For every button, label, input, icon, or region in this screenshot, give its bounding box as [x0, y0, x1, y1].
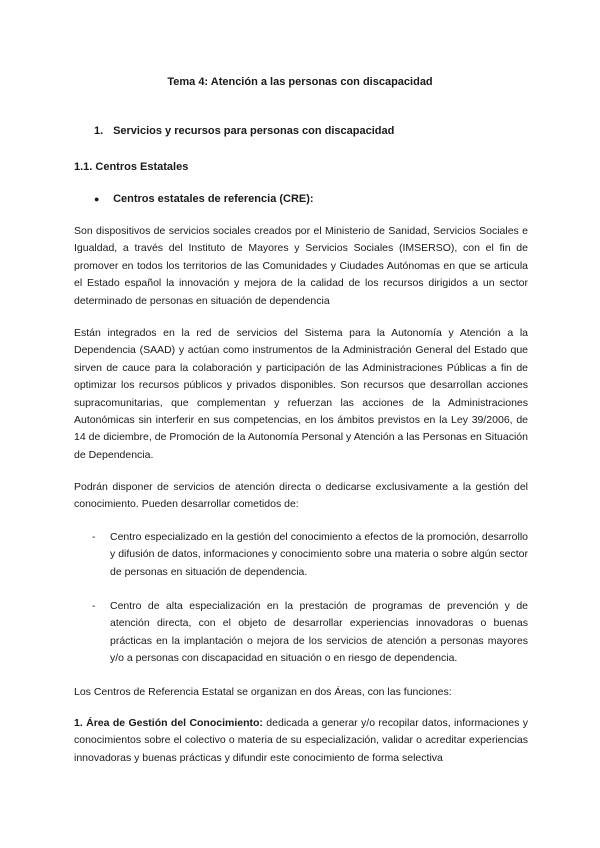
- section-label: Servicios y recursos para personas con discapacidad: [113, 125, 395, 137]
- paragraph-1: Son dispositivos de servicios sociales creados por el Ministerio de Sanidad, Servicios Sociales e Igualdad, a través del Instituto de Mayores y Servicios Sociales (IMSERSO), con el fin de promover en todos los territorios de las Comunidades y Ciudades Autónomas en que se articula el Estado español la innovación y mejora de la calidad de los recursos dirigidos a un sector determinado de personas en situación de dependencia: [74, 225, 528, 307]
- dash-list-item: [92, 598, 528, 668]
- section-heading: [94, 125, 394, 137]
- bullet-icon: ●: [94, 194, 100, 204]
- dash-item-text: Centro especializado en la gestión del conocimiento a efectos de la promoción, desarrollo y difusión de datos, informaciones y conocimiento sobre una materia o sobre algún sector de personas en situación de dependencia.: [110, 531, 528, 578]
- dash-list-item: [92, 529, 528, 581]
- subsection-heading: 1.1. Centros Estatales: [74, 161, 189, 173]
- area-1-text: dedicada a generar y/o recopilar datos, informaciones y conocimientos sobre el colectivo o materia de su especialización, validar o acreditar experiencias innovadoras y buenas prácticas y difundir este conocimiento de forma selectiva: [74, 717, 528, 764]
- dash-item-text: Centro de alta especialización en la prestación de programas de prevención y de atención directa, con el objeto de desarrollar experiencias innovadoras o buenas prácticas en la implantación o mejora de los servicios de atención a personas mayores y/o a personas con discapacidad en situación o en riesgo de dependencia.: [110, 600, 528, 665]
- area-1-paragraph: [74, 715, 528, 767]
- bullet-heading: [94, 193, 314, 205]
- paragraph-3: Podrán disponer de servicios de atención directa o dedicarse exclusivamente a la gestión del conocimiento. Pueden desarrollar cometidos de:: [74, 481, 528, 511]
- dash-icon: -: [92, 600, 96, 612]
- dash-icon: -: [92, 531, 96, 543]
- bullet-label: Centros estatales de referencia (CRE):: [113, 193, 314, 205]
- area-1-lead: 1. Área de Gestión del Conocimiento:: [74, 717, 263, 729]
- paragraph-2: Están integrados en la red de servicios del Sistema para la Autonomía y Atención a la Dependencia (SAAD) y actúan como instrumentos de la Administración General del Estado que sirven de cauce para la colaboración y participación de las Administraciones Públicas a fin de optimizar los recursos públicos y privados disponibles. Son recursos que desarrollan acciones supracomunitarias, que complementan y refuerzan las acciones de la Administraciones Autonómicas sin interferir en sus competencias, en los ámbitos previstos en la Ley 39/2006, de 14 de diciembre, de Promoción de la Autonomía Personal y Atención a las Personas en Situación de Dependencia.: [74, 327, 528, 461]
- areas-intro: Los Centros de Referencia Estatal se organizan en dos Áreas, con las funciones:: [74, 686, 452, 698]
- document-title: Tema 4: Atención a las personas con discapacidad: [167, 76, 433, 88]
- section-number: 1.: [94, 125, 104, 137]
